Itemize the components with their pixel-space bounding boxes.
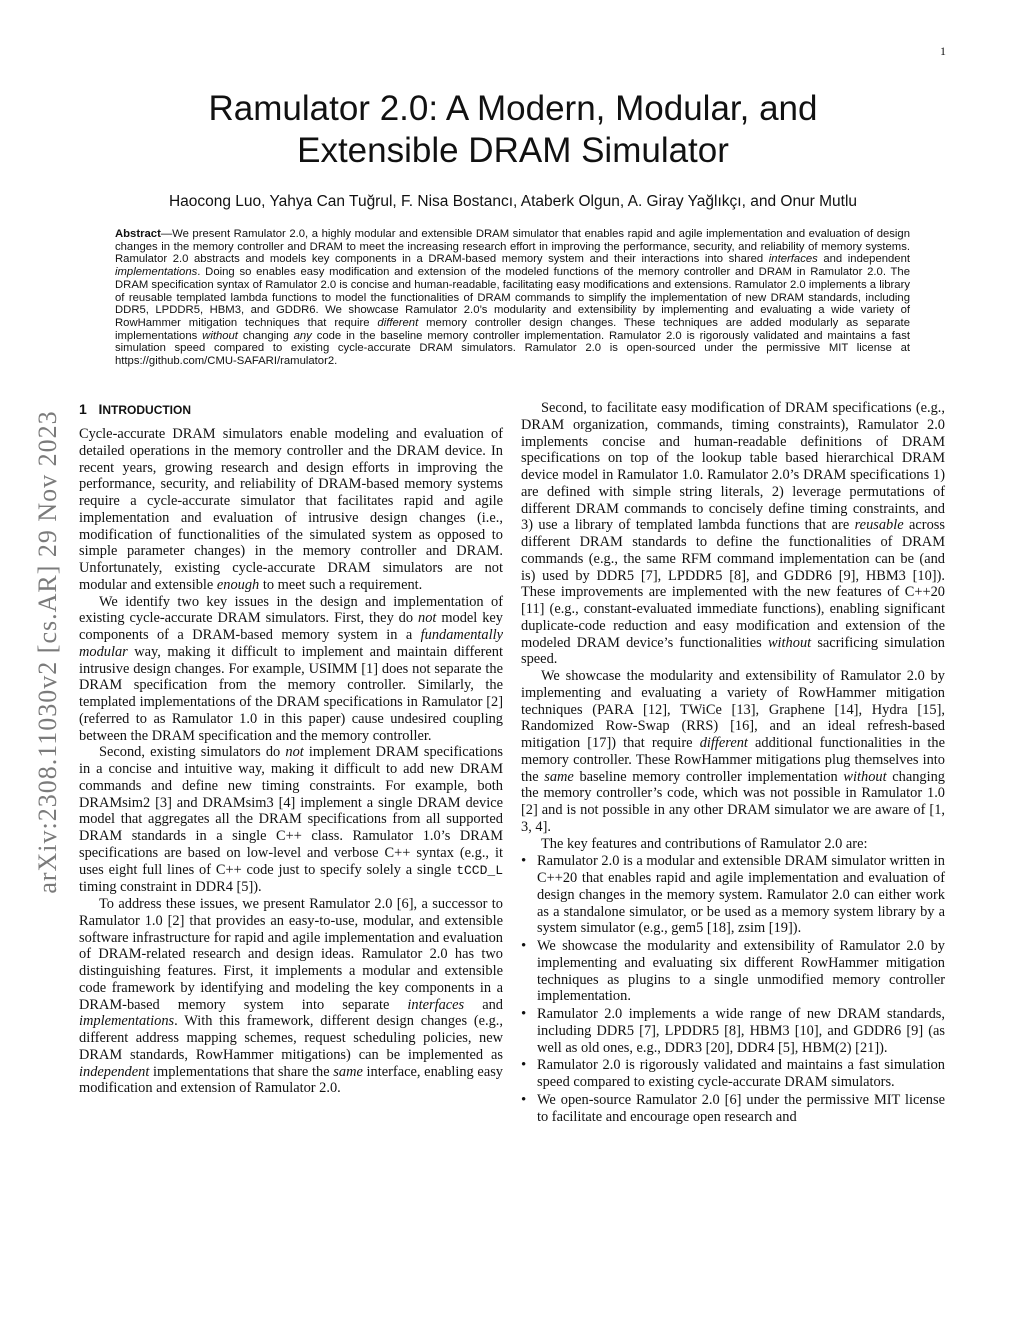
body-text: implement DRAM specifications in a concise and intuitive way, making it difficult to add new DRAM commands and define new timing constraints. For example, both DRAMsim2 [3] and DRAMsim3 [4] implement a single DRAM device model that aggregates all the DRAM specifications from all supported DRAM standards in a single C++ class. Ramulator 1.0’s DRAM specifications are based on low-level and verbose C++ syntax (e.g., it uses eight full lines of C++ code just to specify solely a single — [79, 744, 504, 878]
body-emphasis: same — [333, 1063, 363, 1080]
paper-title — [110, 88, 916, 172]
intro-paragraph-4 — [79, 896, 503, 1097]
abstract-text: . Doing so enables easy modification and extension of the modeled functions of the memory controller and DRAM in Ramulator 2.0. The DRAM specification syntax of Ramulator 2.0 is concise and human-readable, facilitating easy modifications and extensions. Ramulator 2.0 implements a library of reusable templated lambda functions to model the functionalities of DRAM commands to simplify the implementation of new DRAM standards, including DDR5, LPDDR5, HBM3, and GDDR6. We showcase Ramulator 2.0’s modularity and extensibility by implementing and evaluating a wide variety of RowHammer mitigation techniques that require — [115, 266, 910, 329]
body-emphasis: without — [767, 634, 812, 651]
body-text: Second, to facilitate easy modification of DRAM specifications (e.g., DRAM organization, commands, timing constraints), Ramulator 2.0 implements concise and human-readable definitions of DRAM specifications on top of the lookup table based hierarchical DRAM device model in Ramulator 1.0. Ramulator 2.0’s DRAM specifications 1) are defined with simple string literals, 2) leverage permutations of different DRAM commands to concisely define timing constraints, and 3) use a library of templated lambda functions that are — [521, 400, 945, 534]
list-item: • Ramulator 2.0 is rigorously validated and maintains a fast simulation speed compared to existing cycle-accurate DRAM simulators. — [521, 1057, 945, 1091]
abstract-emphasis: implementations — [115, 266, 198, 279]
list-item: • Ramulator 2.0 implements a wide range of new DRAM standards, including DDR5 [7], LPDDR5 [8], HBM3 [10], and GDDR6 [9] (as well as old ones, e.g., DDR3 [20], DDR4 [5], HBM(2) [21]). — [521, 1006, 945, 1056]
section-title-rest: NTRODUCTION — [102, 403, 192, 417]
body-text: and — [464, 996, 503, 1013]
section-heading-introduction — [79, 400, 503, 419]
body-text: Cycle-accurate DRAM simulators enable modeling and evaluation of detailed operations in the memory controller and the DRAM device. In recent years, growing research and design efforts in improving the performance, security, and reliability of DRAM-based memory systems require a cycle-accurate simulator that facilitates rapid and agile implementation and evaluation of intrusive design changes (i.e., modification of functionalities of the simulated system as opposed to simple parameter changes) in the memory controller and DRAM. Unfortunately, existing cycle-accurate DRAM simulators are not modular and extensible — [79, 426, 503, 593]
body-text: Second, existing simulators do — [99, 744, 286, 761]
body-emphasis: different — [699, 735, 748, 751]
left-column — [79, 400, 503, 1097]
body-emphasis: same — [544, 768, 574, 785]
body-text: sacrificing simulation speed. — [521, 634, 945, 668]
body-emphasis: not — [418, 610, 437, 627]
abstract-text: changing — [237, 329, 294, 342]
body-text: to meet such a requirement. — [259, 576, 423, 593]
intro-paragraph-1 — [79, 426, 503, 594]
contributions-list — [521, 853, 945, 1125]
body-text: way, making it difficult to implement and maintain different intrusive design changes. For example, USIMM [1] does not separate the DRAM specification from the memory controller. Similarly, the templated implementations of the DRAM specifications in Ramulator [2] (referred to as Ramulator 1.0 in this paper) cause undesired coupling between the DRAM specification and the memory controller. — [79, 643, 503, 744]
body-text: To address these issues, we present Ramulator 2.0 [6], a successor to Ramulator 1.0 [2] that provides an easy-to-use, modular, and extensible software infrastructure for rapid and agile implementation and evaluation of DRAM-related research and design ideas. Ramulator 2.0 has two distinguishing features. First, it implements a modular and extensible code framework by identifying and modeling the key components in a DRAM-based memory system into separate — [79, 896, 503, 1013]
body-emphasis: reusable — [854, 517, 904, 534]
abstract-emphasis: any — [293, 329, 312, 342]
abstract-text: and independent — [817, 253, 910, 266]
body-text: We showcase the modularity and extensibility of Ramulator 2.0 by implementing and evaluating a variety of RowHammer mitigation techniques (PARA [12], TWiCe [13], Graphene [14], Hydra [15], Randomized Row-Swap (RRS) [16], and an ideal refresh-based mitigation [17]) that require — [521, 668, 945, 751]
arxiv-identifier-stamp[interactable]: arXiv:2308.11030v2 [cs.AR] 29 Nov 2023 — [33, 410, 62, 894]
body-text: model key components of a DRAM-based memory system in a — [79, 610, 503, 643]
body-text: . With this framework, different design changes (e.g., different address mapping schemes, request scheduling policies, new DRAM standards, RowHammer mitigations) can be implemented as — [79, 1013, 503, 1063]
body-emphasis: without — [843, 768, 887, 785]
page-number: 1 — [940, 44, 946, 58]
contributions-intro: The key features and contributions of Ramulator 2.0 are: — [541, 835, 868, 852]
abstract — [115, 228, 910, 368]
body-emphasis: implementations — [79, 1013, 175, 1030]
body-text: implementations that share the — [149, 1063, 334, 1080]
body-emphasis: not — [285, 744, 304, 761]
section-title-initial: I — [98, 401, 103, 417]
intro-paragraph-2 — [79, 594, 503, 745]
paper-title-line-2: Extensible DRAM Simulator — [297, 131, 729, 170]
body-text: baseline memory controller implementation — [573, 768, 844, 785]
inline-code-tccd-l: tCCD_L — [456, 862, 503, 878]
list-item: • Ramulator 2.0 is a modular and extensible DRAM simulator written in C++20 that enables rapid and agile implementation and evaluation of design changes in the memory system. Ramulator 2.0 can either work as a standalone simulator, or be used as a memory system library by a system simulator (e.g., gem5 [18], zsim [19]). — [521, 853, 945, 937]
intro-paragraph-3 — [79, 744, 503, 896]
list-item: • We showcase the modularity and extensibility of Ramulator 2.0 by implementing and evaluating six different RowHammer mitigation techniques as plugins to a single unmodified memory controller implementation. — [521, 938, 945, 1005]
abstract-emphasis: without — [202, 329, 238, 342]
intro-paragraph-5 — [521, 400, 945, 668]
body-text: timing constraint in DDR4 [5]). — [79, 879, 262, 896]
list-item: • We open-source Ramulator 2.0 [6] under the permissive MIT license to facilitate and encourage open research and — [521, 1092, 945, 1126]
right-column — [521, 400, 945, 1126]
intro-paragraph-6 — [521, 668, 945, 836]
abstract-label: Abstract — [115, 228, 161, 240]
abstract-text: memory controller design changes. These techniques are added modularly as separate implementations — [115, 316, 910, 342]
body-emphasis: independent — [79, 1063, 150, 1080]
body-text: interface, enabling easy modification and extension of Ramulator 2.0. — [79, 1063, 503, 1097]
abstract-text: —We present Ramulator 2.0, a highly modular and extensible DRAM simulator that enables rapid and agile implementation and evaluation of design changes in the memory controller and DRAM to meet the increasing research effort in improving the performance, security, and reliability of memory systems. Ramulator 2.0 abstracts and models key components in a DRAM-based memory system and their interactions into shared — [115, 228, 910, 266]
body-emphasis: enough — [216, 576, 260, 593]
abstract-emphasis: interfaces — [768, 253, 818, 266]
abstract-text: code in the baseline memory controller implementation. Ramulator 2.0 is rigorously validated and maintains a fast simulation speed compared to existing cycle-accurate DRAM simulators. Ramulator 2.0 is open-sourced under the permissive MIT license at https://github.com/CMU-SAFARI/ramulator2. — [115, 329, 910, 368]
body-text: We identify two key issues in the design and implementation of existing cycle-accurate DRAM simulators. First, they do — [79, 593, 503, 627]
section-number: 1 — [79, 401, 87, 417]
body-text: additional functionalities in the memory controller. These RowHammer mitigations plug themselves into the — [521, 735, 945, 785]
paper-title-line-1: Ramulator 2.0: A Modern, Modular, and — [208, 89, 818, 128]
body-emphasis: fundamentally modular — [79, 627, 503, 660]
author-list: Haocong Luo, Yahya Can Tuğrul, F. Nisa Bostancı, Ataberk Olgun, A. Giray Yağlıkçı, and Onur Mutlu — [168, 193, 858, 210]
body-text: changing the memory controller’s code, which was not possible in Ramulator 1.0 [2] and is not possible in any other DRAM simulator we are aware of [1, 3, 4]. — [521, 768, 945, 835]
abstract-emphasis: different — [377, 316, 419, 329]
body-emphasis: interfaces — [407, 996, 465, 1013]
body-text: across different DRAM standards to define the functionalities of DRAM commands (e.g., the same RFM command implementation can be (and is) used by DDR5 [7], LPDDR5 [8], and GDDR6 [9], HBM3 [10]). These improvements are implemented with the new features of C++20 [11] (e.g., constant-evaluated immediate functions), enabling significant duplicate-code reduction and easy modification and extension of the modeled DRAM device’s functionalities — [521, 517, 945, 651]
